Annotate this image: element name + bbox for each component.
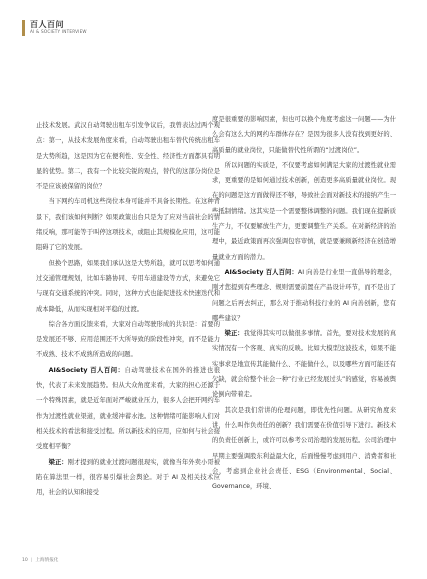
speaker-label: 梁正： xyxy=(48,458,68,466)
paragraph-text: 止技术发展。武汉自动驾驶出租车引发争议后，我曾表达过两个观点：第一，从技术发展角度来看，自动驾驶出租车替代传统出租车是大势所趋，这是因为它在便利性、安全性、经济性方面都具有明显的优势。第二，我有一个比较尖锐的观点，替代的这部分岗位是不是应该被保留的岗位？ xyxy=(36,122,220,191)
right-text-column xyxy=(212,112,396,494)
column-title: 百人百问 xyxy=(30,20,64,30)
qa-paragraph xyxy=(36,455,220,501)
page-header xyxy=(22,20,87,36)
qa-paragraph xyxy=(36,363,220,455)
body-paragraph xyxy=(36,317,220,363)
paragraph-text: 但换个思路，如果我们承认这是大势所趋，就可以思考如何通过交通管理规划，比如车路协同、专用车道建设等方式，来避免它与现有交通系统的冲突。同时，这种方式也能促进技术快速迭代和成本降低，从而实现相对平稳的过渡。 xyxy=(36,259,220,313)
footer-separator: | xyxy=(30,557,33,563)
paragraph-text: 当下网约车司机这些岗位本身可能并不具备长期性。在这种背景下，我们该如何判断？如果政策出台只是为了应对当前社会的情绪反响，那可能等于叫停这项技术，或阻止其规模化应用，这可能阻碍了它的发展。 xyxy=(36,198,220,252)
speaker-label: 梁正： xyxy=(224,330,244,338)
page-footer xyxy=(22,557,58,563)
header-text xyxy=(30,21,87,34)
paragraph-text: 其次是我们常讲的伦理问题，即优先性问题。从研究角度来讲，什么叫作负责任的创新？我们需要在价值引导下进行。新技术的负责任创新上，或许可以参考公司治理的发展历程。公司治理中早期主要强调股东利益最大化，后面慢慢考虑到用户、消费者和社会，考虑到企业社会责任、ESG（Environmental、Social、Governance，环境、 xyxy=(212,406,396,491)
paragraph-text: 综合各方面反馈来看，大家对自动驾驶形成的共识是：首要的是发展还不够、应用范围还不大所导致的阶段性冲突，而不是能力不成熟、技术不成熟所造成的问题。 xyxy=(36,320,220,359)
paragraph-text: 所以问题的实质是，不仅要考虑如何满足大家的过渡性就业需求，更重要的是如何通过技术创新，创造更多高质量就业岗位。现在的问题是这方面做得还不够，导致社会面对新技术的接纳产生一些抵制情绪。这其实是一个需要整体调整的问题。我们现在提新质生产力，不仅要解放生产力，更要调整生产关系。在对新经济的治理中，最近政策面再次强调包容审慎，就是要兼顾新经济在创造增量就业方面的潜力。 xyxy=(212,161,396,261)
body-paragraph xyxy=(212,403,396,495)
page-number: 10 xyxy=(22,557,28,563)
body-paragraph xyxy=(36,256,220,317)
qa-paragraph xyxy=(212,265,396,326)
publication-name: 上海情报化 xyxy=(35,558,59,563)
paragraph-text: 度是很重要的影响因素，但也可以换个角度考虑这一问题——为什么会有这么大的网约车群体存在？是因为很多人没有找到更好的、高质量的就业岗位，只能做替代性所谓的“过渡岗位”。 xyxy=(212,116,396,154)
speaker-label: AI&Society 百人百问： xyxy=(48,366,125,374)
body-paragraph xyxy=(212,158,396,265)
paragraph-text: 刚才提到的就业过渡问题很现实，就像当年外卖小哥被陷在算法里一样，很容易引爆社会舆论。对于 AI 及相关技术应用，社会的认知和接受 xyxy=(36,458,220,497)
qa-paragraph xyxy=(212,326,396,402)
speaker-label: AI&Society 百人百问： xyxy=(224,268,298,276)
header-accent-bar xyxy=(22,20,25,36)
paragraph-text: 我觉得其实可以做很多事情。首先，要对技术发展的真实情况有一个客观、真实的反映。比如大模型这波技术，如果不能实事求是地宣传其能做什么、不能做什么，以及哪些方面可能还有欠缺，就会给整个社会一种“行业已经发展过头”的感觉，容易被舆论倒向带着走。 xyxy=(212,330,396,399)
column-subtitle: AI & SOCIETY INTERVIEW xyxy=(30,29,87,35)
body-paragraph xyxy=(36,118,220,194)
paragraph-text: 自动驾驶技术在国外的推进也很快，代表了未来发展趋势。但从大众角度来看，大家的担心还源于一个特殊因素，就是近年面对严峻就业压力，很多人会把开网约车作为过渡性就业渠道，就业缓冲蓄水池。这种情绪可能影响人们对相关技术的看法和接受过程。所以新技术的应用，应如何与社会接受度相平衡？ xyxy=(36,366,220,451)
body-paragraph xyxy=(212,112,396,158)
body-paragraph xyxy=(36,194,220,255)
left-text-column xyxy=(36,118,220,500)
paragraph-text: AI 向善是行业里一直倡导的理念，刚才您提到有些理念、规则需要前置在产品设计环节，而不是出了问题之后再去纠正，那么对于推动科技行业的 AI 向善创新，您有哪些建议？ xyxy=(212,268,396,322)
